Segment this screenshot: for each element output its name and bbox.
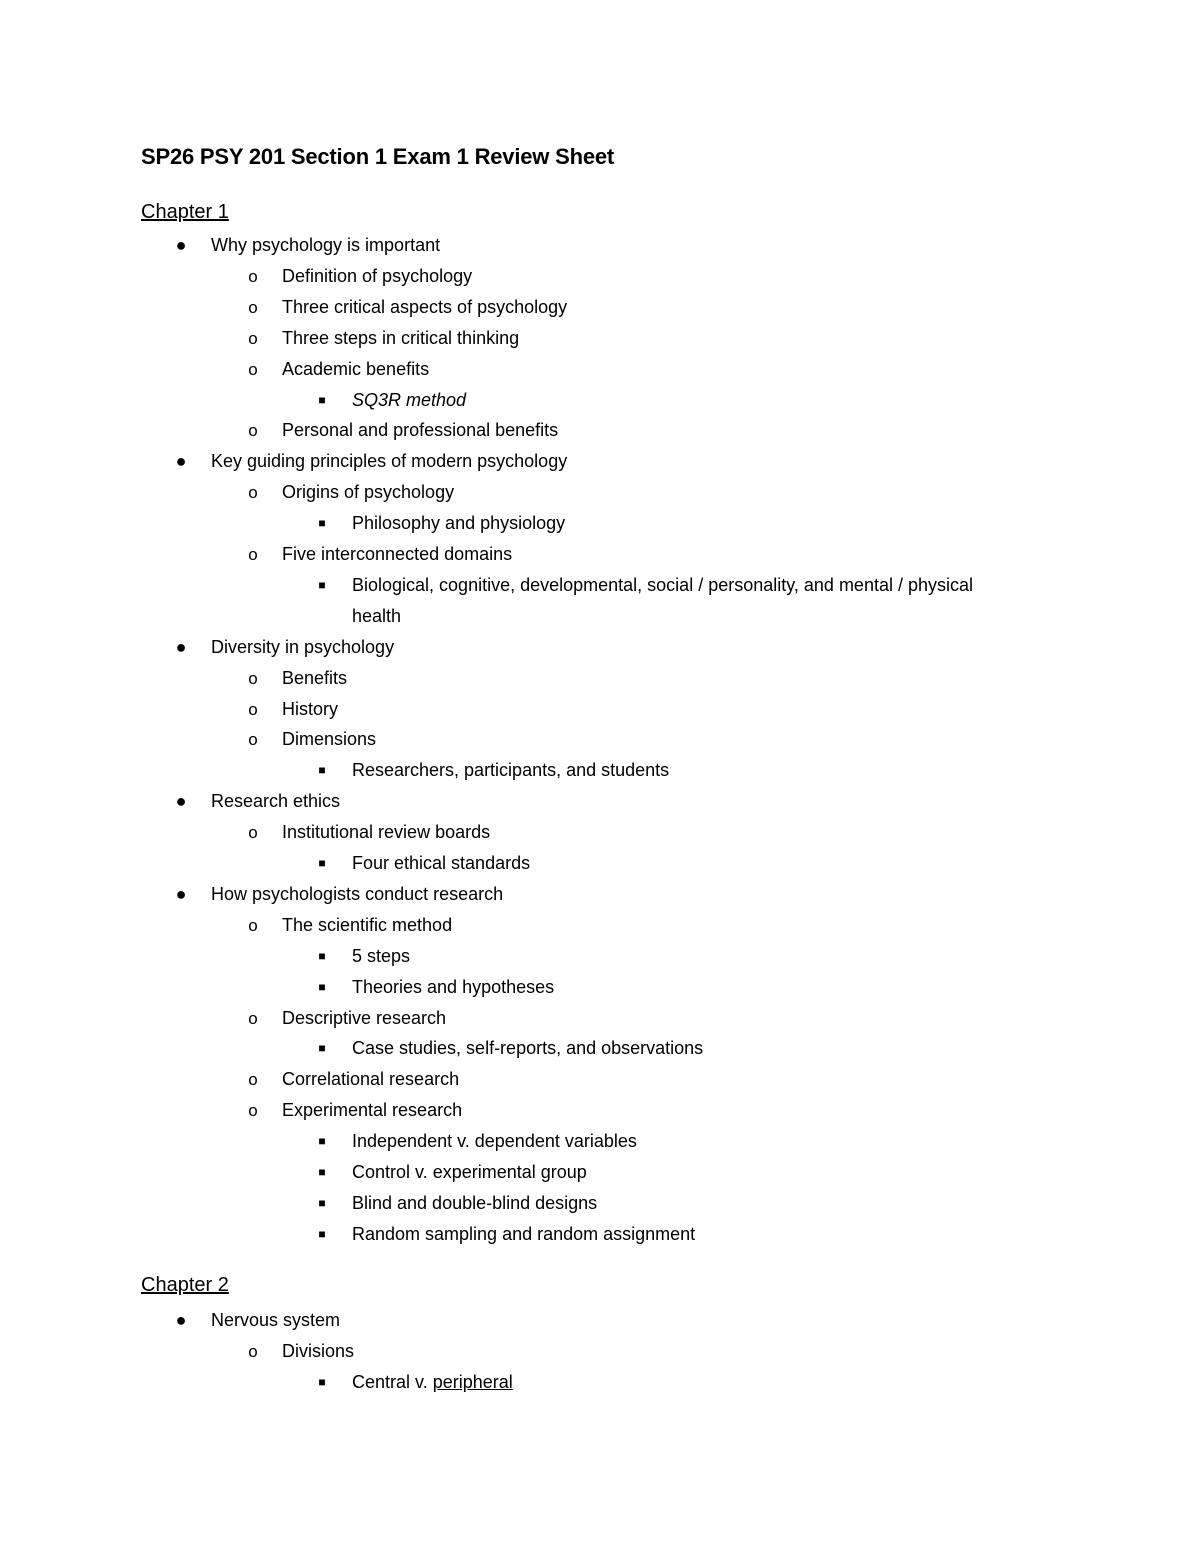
outline-item-text	[352, 1367, 513, 1398]
outline-item-label: 5 steps	[352, 945, 411, 966]
outline-item-label: Four ethical standards	[352, 853, 531, 873]
bullet-icon: ●	[175, 791, 187, 812]
outline-item-label: Blind and double-blind designs	[352, 1192, 598, 1213]
outline-item-text	[282, 292, 567, 323]
outline-item-label: Five interconnected domains	[282, 544, 513, 564]
circle-bullet-icon: o	[248, 1101, 258, 1121]
square-bullet-icon: ■	[318, 516, 326, 531]
outline-item-text	[352, 755, 669, 786]
outline-item-text	[211, 230, 440, 261]
bullet-icon: ●	[175, 451, 187, 472]
outline-item-label: Experimental research	[282, 1100, 463, 1121]
outline-item-label: Philosophy and physiology	[352, 513, 566, 534]
outline-item-text	[352, 1219, 695, 1250]
outline-item-text	[282, 1064, 459, 1095]
circle-bullet-icon: o	[248, 1341, 258, 1361]
square-bullet-icon: ■	[318, 1226, 326, 1241]
outline-item-label: health	[352, 605, 402, 626]
outline-item-text	[352, 1157, 587, 1188]
circle-bullet-icon: o	[248, 1070, 258, 1090]
square-bullet-icon: ■	[318, 856, 326, 870]
chapter-heading: Chapter 2	[141, 1274, 229, 1296]
outline-item-label: Benefits	[282, 667, 348, 688]
bullet-icon: ●	[175, 1310, 187, 1330]
outline-item-text	[352, 1126, 637, 1157]
outline-item-text	[352, 508, 565, 539]
outline-item-label: Descriptive research	[282, 1007, 447, 1028]
outline-item-label: Three critical aspects of psychology	[282, 296, 568, 317]
outline-item-text	[352, 1033, 703, 1064]
circle-bullet-icon: o	[248, 823, 258, 843]
document-title: SP26 PSY 201 Section 1 Exam 1 Review Sheet	[141, 144, 615, 169]
outline-item-text	[282, 910, 452, 941]
outline-item-label: SQ3R method	[352, 389, 467, 410]
outline-item-label: Divisions	[282, 1340, 355, 1361]
underlined-text: peripheral	[432, 1371, 513, 1392]
outline-item-text	[282, 415, 558, 446]
outline-item-text	[282, 477, 454, 508]
bullet-icon: ●	[175, 235, 187, 255]
outline-item-label: How psychologists conduct research	[211, 883, 504, 904]
outline-item-text	[282, 724, 376, 755]
circle-bullet-icon: o	[248, 699, 258, 719]
outline-item-text	[211, 632, 394, 663]
outline-item-text	[282, 1003, 446, 1034]
outline-item-text	[352, 385, 466, 416]
outline-item-label: Correlational research	[282, 1069, 460, 1090]
outline-item-label: Why psychology is important	[211, 235, 441, 255]
outline-item-label: History	[282, 698, 339, 719]
circle-bullet-icon: o	[248, 421, 258, 441]
bullet-icon: ●	[175, 636, 187, 657]
square-bullet-icon: ■	[318, 948, 326, 963]
square-bullet-icon: ■	[318, 979, 326, 994]
outline-item-label: Diversity in psychology	[211, 636, 395, 657]
outline-item-label: Origins of psychology	[282, 482, 455, 503]
outline-item-label: Academic benefits	[282, 358, 430, 379]
circle-bullet-icon: o	[248, 1008, 258, 1028]
outline-item-text	[352, 941, 410, 972]
circle-bullet-icon: o	[248, 668, 258, 688]
circle-bullet-icon: o	[248, 545, 258, 564]
outline-item-label: Biological, cognitive, developmental, social / personality, and mental / physical	[352, 574, 973, 595]
outline-item-label: Institutional review boards	[282, 822, 491, 843]
outline-item-text	[282, 539, 512, 570]
outline-item-text	[211, 786, 340, 817]
outline-item-label: Dimensions	[282, 729, 377, 750]
square-bullet-icon: ■	[318, 1195, 326, 1210]
outline-item-label: Control v. experimental group	[352, 1162, 587, 1182]
circle-bullet-icon: o	[248, 483, 258, 503]
outline-item-text	[282, 694, 338, 725]
outline-item-label: Research ethics	[211, 791, 341, 812]
outline-item-label: Personal and professional benefits	[282, 420, 559, 441]
outline-item-text	[282, 261, 472, 292]
square-bullet-icon: ■	[318, 1134, 326, 1149]
square-bullet-icon: ■	[318, 1165, 326, 1179]
bullet-icon: ●	[175, 883, 187, 904]
outline-item-label: Case studies, self-reports, and observations	[352, 1038, 704, 1059]
outline-item-label: Independent v. dependent variables	[352, 1131, 637, 1152]
outline-item-label: Theories and hypotheses	[352, 976, 555, 997]
outline-item-text	[282, 1095, 462, 1126]
circle-bullet-icon: o	[248, 359, 258, 379]
chapter-heading: Chapter 1	[141, 201, 229, 223]
outline-item-text	[282, 817, 490, 848]
outline-item-text	[352, 972, 554, 1003]
outline-item-text	[211, 446, 567, 477]
outline-item-label: Three steps in critical thinking	[282, 327, 520, 348]
outline-item-label: Key guiding principles of modern psychology	[211, 451, 568, 472]
outline-item-text	[352, 848, 530, 879]
outline-item-text	[282, 663, 347, 694]
square-bullet-icon: ■	[318, 763, 326, 778]
square-bullet-icon: ■	[318, 1374, 326, 1389]
outline-item-label: Random sampling and random assignment	[352, 1223, 696, 1244]
outline-item-text	[352, 570, 973, 601]
square-bullet-icon: ■	[318, 577, 326, 592]
outline-item-text	[282, 1336, 354, 1367]
outline-item-text	[282, 323, 519, 354]
outline-item-text	[352, 1188, 597, 1219]
circle-bullet-icon: o	[248, 328, 258, 348]
circle-bullet-icon: o	[248, 915, 258, 935]
outline-item-text	[352, 601, 401, 632]
circle-bullet-icon: o	[248, 297, 258, 317]
square-bullet-icon: ■	[318, 1041, 326, 1056]
outline-item-text	[211, 879, 503, 910]
square-bullet-icon: ■	[318, 392, 326, 407]
outline-item-label: Definition of psychology	[282, 265, 473, 286]
outline-item-text	[282, 354, 429, 385]
circle-bullet-icon: o	[248, 266, 258, 286]
outline-item-label: Researchers, participants, and students	[352, 760, 670, 781]
outline-item-label: Central v.	[352, 1371, 433, 1392]
circle-bullet-icon: o	[248, 730, 258, 750]
outline-item-text	[211, 1305, 340, 1336]
outline-item-label: Nervous system	[211, 1310, 341, 1330]
outline-item-label: The scientific method	[282, 914, 453, 935]
